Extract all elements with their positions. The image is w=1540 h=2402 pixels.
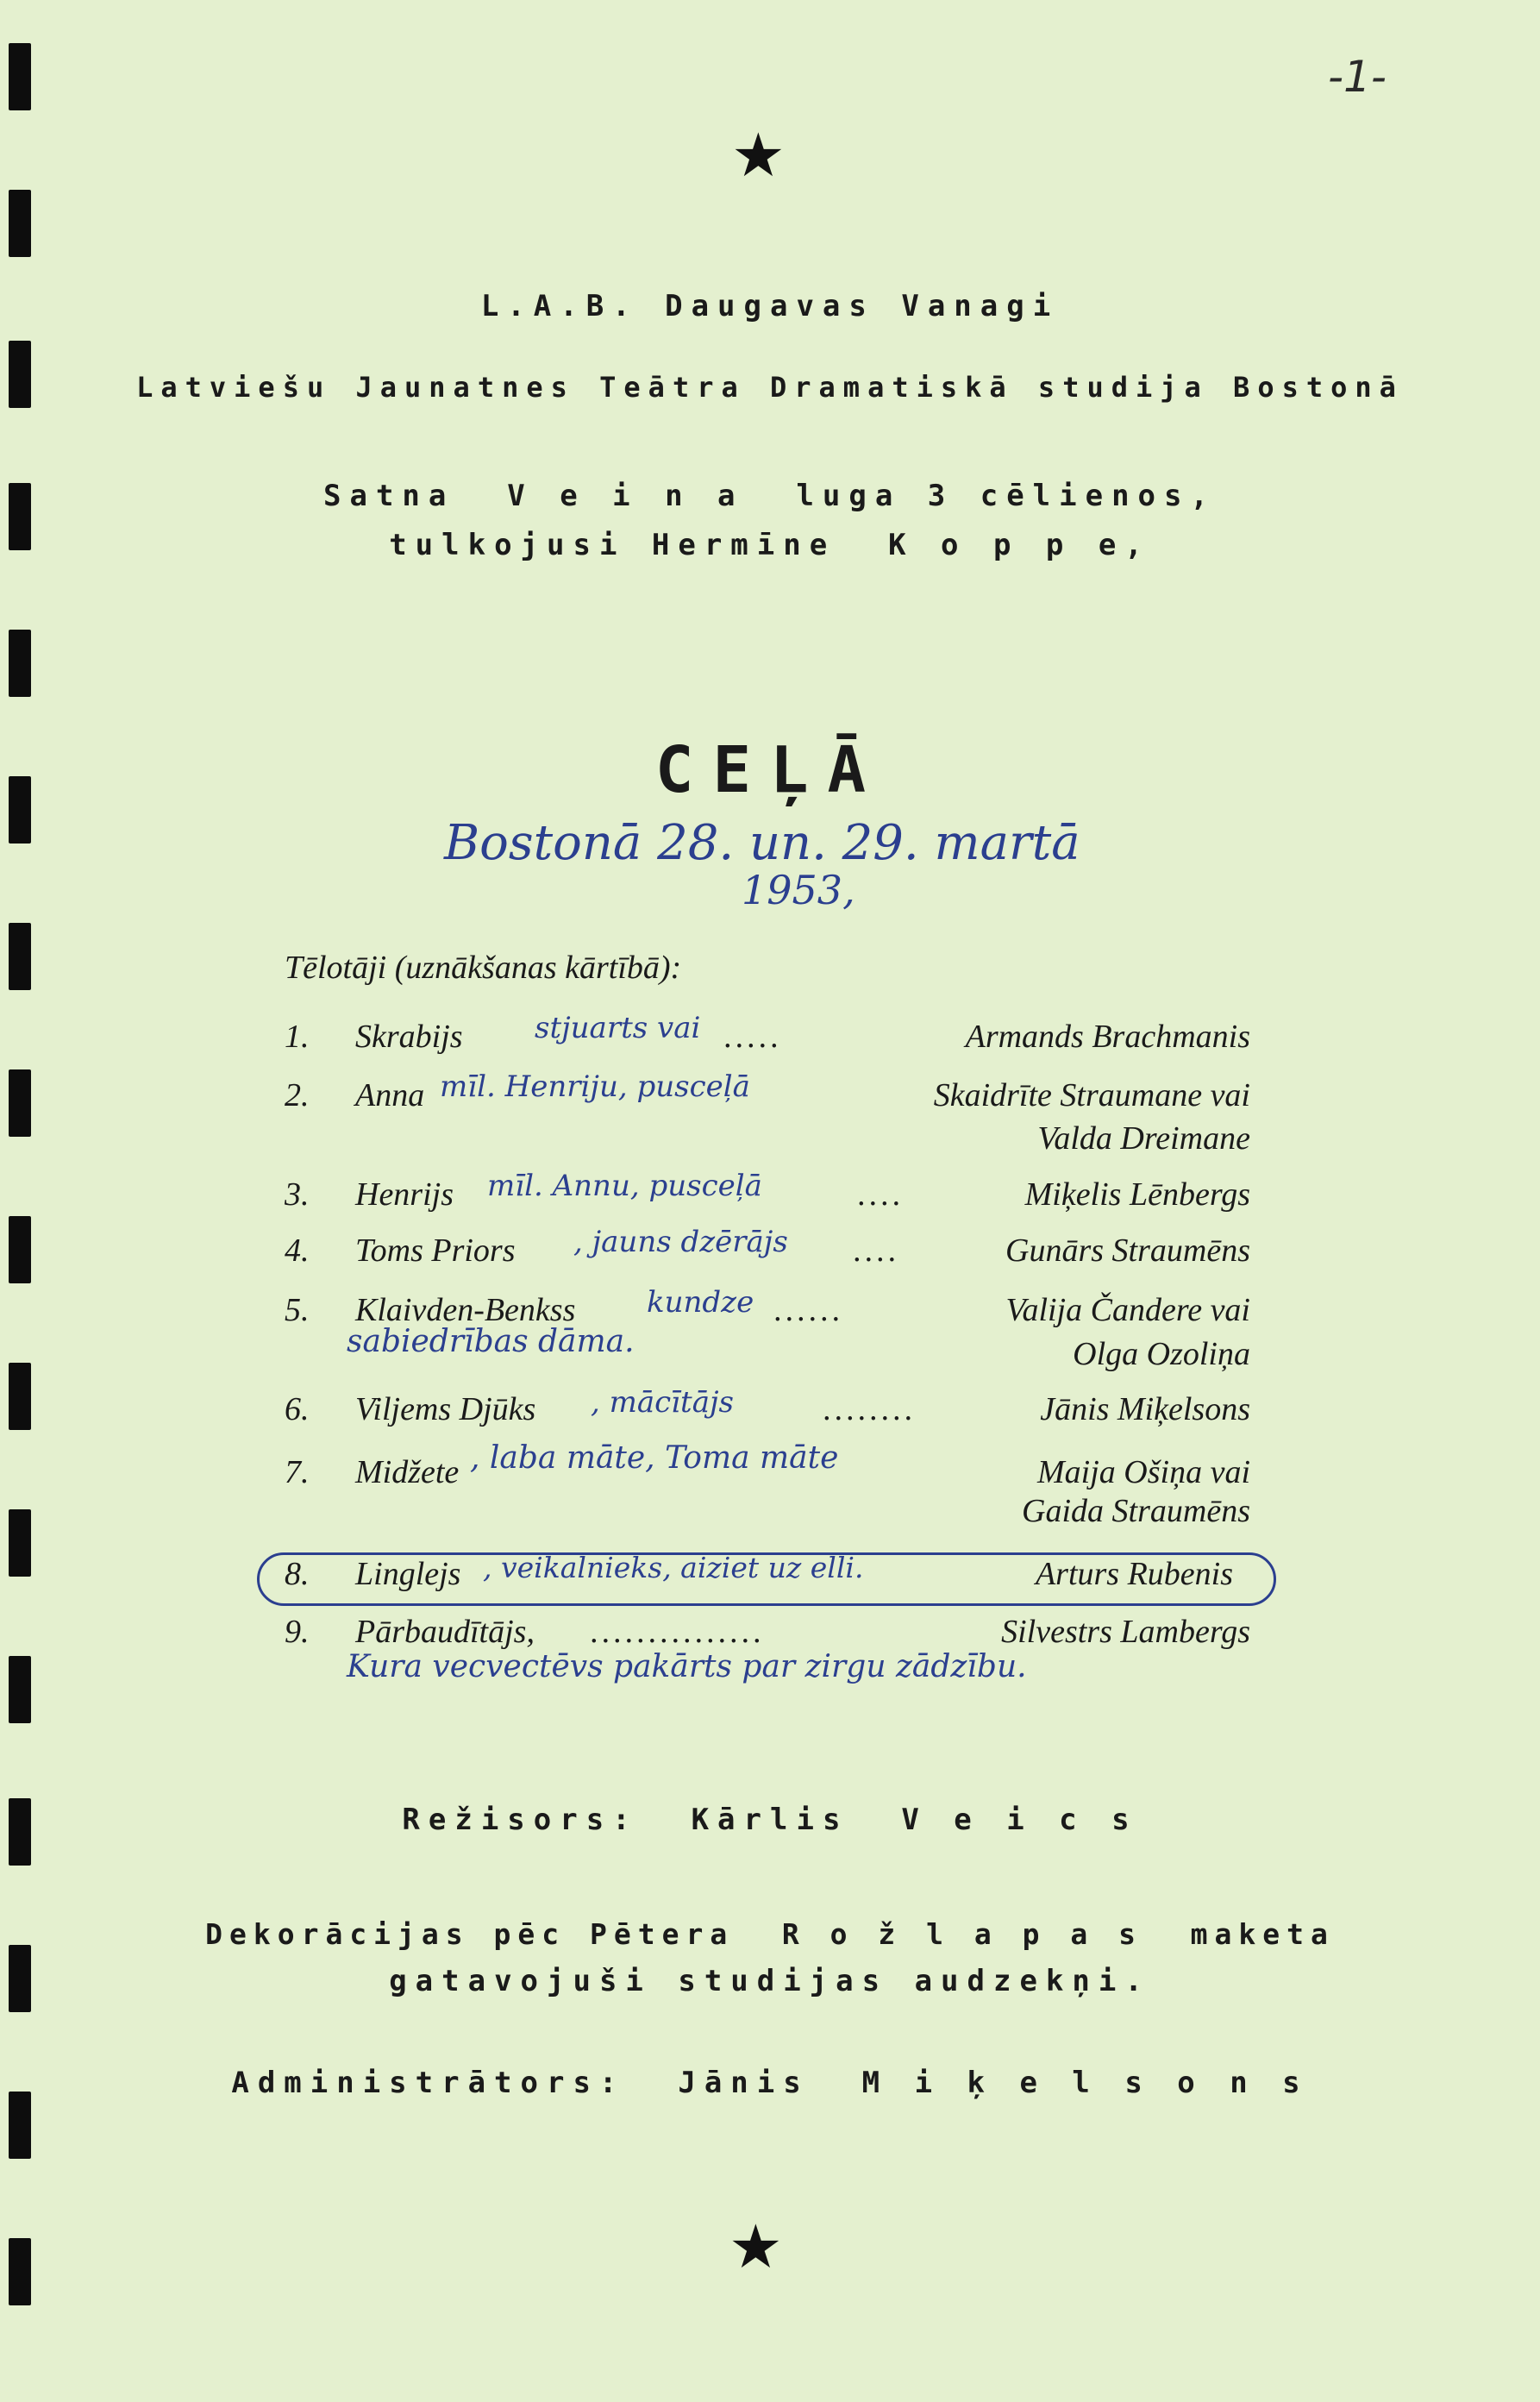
binding-hole: [9, 2238, 31, 2305]
cast-actor: Silvestrs Lambergs: [1001, 1614, 1250, 1650]
play-title: CEĻĀ: [654, 733, 886, 807]
handwritten-note: mīl. Annu, pusceļā: [487, 1169, 762, 1203]
director-line: Režisors: Kārlis V e i c s: [402, 1803, 1138, 1837]
cast-actor: Maija Ošiņa vai: [1037, 1454, 1250, 1490]
cast-role: Anna: [355, 1077, 425, 1113]
cast-role: Viljems Djūks: [355, 1391, 536, 1427]
cast-dots: ...............: [591, 1614, 766, 1650]
cast-role: Skrabijs: [355, 1019, 463, 1055]
cast-actor-alt: Valda Dreimane: [1037, 1120, 1250, 1157]
star-icon: ★: [729, 2211, 783, 2282]
binding-hole: [9, 43, 31, 110]
binding-hole: [9, 1216, 31, 1283]
cast-dots: ....: [854, 1232, 900, 1269]
studio-name: Latviešu Jaunatnes Teātra Dramatiskā studija Bostonā: [136, 371, 1404, 404]
cast-number: 9.: [285, 1614, 310, 1650]
binding-hole: [9, 923, 31, 990]
handwritten-note: Kura vecvectēvs pakārts par zirgu zādzību.: [347, 1649, 1027, 1684]
handwritten-note: mīl. Henriju, pusceļā: [440, 1069, 750, 1104]
cast-role: Klaivden-Benkss: [355, 1292, 576, 1328]
author-line: Satna V e i n a luga 3 cēlienos,: [323, 479, 1217, 513]
cast-row: [285, 1613, 1250, 1654]
cast-role: Pārbaudītājs,: [355, 1614, 535, 1650]
binding-hole: [9, 630, 31, 697]
handwritten-note: , mācītājs: [591, 1385, 734, 1420]
cast-dots: ......: [774, 1292, 844, 1328]
cast-actor-alt: Olga Ozoliņa: [1073, 1336, 1250, 1372]
cast-number: 1.: [285, 1019, 310, 1055]
cast-row: [285, 1176, 1250, 1217]
cast-dots: ....: [858, 1176, 905, 1213]
binding-hole: [9, 2092, 31, 2159]
cast-number: 2.: [285, 1077, 310, 1113]
cast-dots: ........: [823, 1391, 917, 1427]
cast-row: [285, 1390, 1250, 1432]
handwritten-year: 1953,: [742, 867, 855, 913]
cast-actor: Gunārs Straumēns: [1005, 1232, 1250, 1269]
cast-actor: Valija Čandere vai: [1005, 1292, 1250, 1328]
binding-hole: [9, 1509, 31, 1577]
cast-actor: Miķelis Lēnbergs: [1024, 1176, 1250, 1213]
handwritten-note: , jauns dzērājs: [573, 1225, 788, 1259]
decor-line: Dekorācijas pēc Pētera R o ž l a p a s maketa: [205, 1917, 1335, 1951]
cast-number: 4.: [285, 1232, 310, 1269]
cast-heading: Tēlotāji (uznākšanas kārtībā):: [285, 950, 682, 986]
cast-dots: .....: [724, 1019, 783, 1055]
cast-actor: Skaidrīte Straumane vai: [933, 1077, 1250, 1113]
cast-actor: Arturs Rubenis: [1035, 1556, 1233, 1592]
cast-number: 3.: [285, 1176, 310, 1213]
cast-role: Henrijs: [355, 1176, 454, 1213]
handwritten-date: Bostonā 28. un. 29. martā: [444, 815, 1080, 871]
binding-hole: [9, 1656, 31, 1723]
org-name: L.A.B. Daugavas Vanagi: [480, 289, 1060, 323]
page-number: -1-: [1328, 52, 1387, 102]
handwritten-note: sabiedrības dāma.: [347, 1324, 635, 1359]
cast-role: Toms Priors: [355, 1232, 516, 1269]
handwritten-note: , laba māte, Toma māte: [470, 1440, 839, 1476]
cast-row: [285, 1018, 1250, 1059]
administrator-line: Administrātors: Jānis M i ķ e l s o n s: [231, 2066, 1309, 2100]
cast-role: Midžete: [355, 1454, 460, 1490]
cast-row: [285, 1076, 1250, 1118]
cast-number: 5.: [285, 1292, 310, 1328]
binding-hole: [9, 1069, 31, 1137]
cast-role: Linglejs: [355, 1556, 461, 1592]
handwritten-note: kundze: [647, 1285, 754, 1320]
decor-line: gatavojuši studijas audzekņi.: [389, 1964, 1151, 1998]
handwritten-note: , veikalnieks, aiziet uz elli.: [483, 1551, 864, 1584]
binding-hole: [9, 190, 31, 257]
cast-actor-alt: Gaida Straumēns: [1022, 1493, 1250, 1529]
star-icon: ★: [731, 120, 786, 191]
cast-number: 7.: [285, 1454, 310, 1490]
translator-line: tulkojusi Hermīne K o p p e,: [389, 528, 1151, 562]
handwritten-note: stjuarts vai: [535, 1011, 701, 1045]
cast-number: 6.: [285, 1391, 310, 1427]
binding-hole: [9, 1363, 31, 1430]
cast-number: 8.: [285, 1556, 310, 1592]
cast-actor: Armands Brachmanis: [965, 1019, 1250, 1055]
cast-actor: Jānis Miķelsons: [1040, 1391, 1250, 1427]
